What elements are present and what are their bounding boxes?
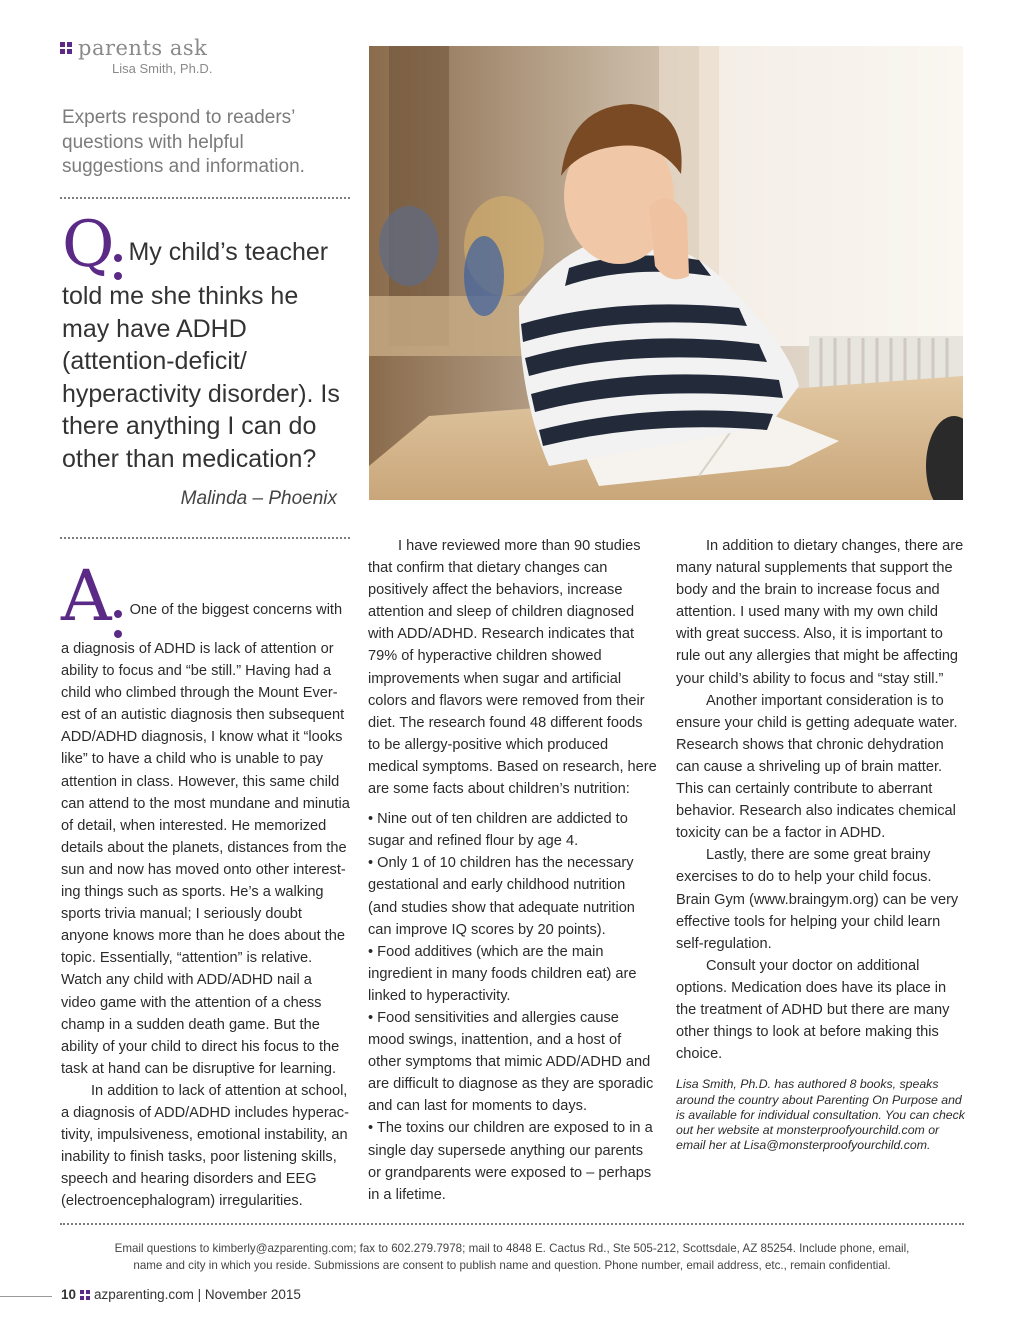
question-signoff: Malinda – Phoenix [180, 488, 337, 509]
answer-paragraph [61, 555, 350, 1080]
colon-icon [114, 254, 122, 280]
author-byline: Lisa Smith, Ph.D. [112, 61, 213, 76]
answer-column-2 [368, 535, 658, 1206]
site-issue: azparenting.com | November 2015 [94, 1287, 301, 1302]
brand-dots-icon [60, 42, 72, 54]
section-name: parents ask [78, 36, 208, 60]
divider [60, 197, 350, 199]
a-drop-letter: A [61, 555, 110, 637]
answer-text: One of the biggest concerns with a diagnosis of ADHD is lack of attention or ability to focus and “be still.” Having had a child who climbed through the Mount Everest of an autistic diagnosis then subsequent ADD/ADHD diagnosis, I know what it “looks like” to have a child who is unable to pay attention in class. However, this same child can attend to the most mundane and minutia of detail, when interested. He memorized details about the planets, distances from the sun and now has moved onto other interesting things such as sports. He’s a walking sports trivia manual; I seriously doubt anyone knows more than he does about the topic. Essentially, “attention” is relative. Watch any child with ADD/ADHD nail a video game with the attention of a chess champ in a sudden death game. But the ability of your child to direct his focus to the task at hand can be disruptive for learning. [61, 602, 350, 1077]
answer-paragraph: In addition to lack of attention at school, a diagnosis of ADD/ADHD includes hyperactivity, impulsiveness, emotional instability, an inability to finish tasks, poor listening skills, speech and hearing disorders and EEG (electroencephalogram) irregularities. [61, 1082, 349, 1210]
answer-paragraph: In addition to dietary changes, there are many natural supplements that support the body and the brain to increase focus and attention. I used many with my own child with great success. Also, it is important to rule out any allergies that might be affecting your child’s ability to focus and “stay still.” [676, 538, 964, 687]
answer-column-1 [61, 555, 350, 1212]
submission-note: Email questions to kimberly@azparenting.com; fax to 602.279.7978; mail to 4848 E. Cactus Rd., Ste 505-212, Scottsdale, AZ 85254. Include phone, email, name and city in which you reside. Submissions are consent to publish name and question. Phone number, email address, etc., remain confidential. [114, 1242, 910, 1272]
intro-text: Experts respond to readers’ questions with helpful suggestions and information. [62, 107, 305, 177]
colon-icon [114, 610, 122, 638]
brand-dots-icon [80, 1290, 90, 1300]
fact-bullet: • The toxins our children are exposed to in a single day supersede anything our parents or grandparents were exposed to – perhaps in a lifetime. [368, 1120, 653, 1203]
page-number: 10 [61, 1287, 77, 1302]
fact-bullet: • Nine out of ten children are addicted to sugar and refined flour by age 4. [368, 811, 628, 850]
fact-bullet: • Food sensitivities and allergies cause mood swings, inattention, and a host of other symptoms that mimic ADD/ADHD and are difficult to diagnose as they are sporadic and can last for moments to days. [368, 1009, 654, 1115]
fact-bullet: • Only 1 of 10 children has the necessary gestational and early childhood nutrition (and studies show that adequate nutrition can improve IQ scores by 20 points). [368, 855, 635, 938]
section-brand [60, 36, 207, 60]
divider [60, 1223, 964, 1225]
fact-bullet: • Food additives (which are the main ingredient in many foods children eat) are linked to hyperactivity. [368, 943, 637, 1004]
folio-rule [0, 1296, 52, 1297]
divider [60, 537, 350, 539]
q-drop-letter: Q [62, 208, 113, 282]
answer-paragraph: Another important consideration is to ensure your child is getting adequate water. Research shows that chronic dehydration can cause a shriveling up of brain matter. This can certainly contribute to aberrant behavior. Research also indicates chemical toxicity can be a factor in ADHD. [676, 692, 958, 842]
question-text: My child’s teacher told me she thinks he may have ADHD (attention-deficit/ hyperactivity disorder). Is there anything I can do other than medication? [62, 238, 340, 473]
answer-paragraph: Consult your doctor on additional options. Medication does have its place in the treatment of ADHD but there are many other things to look at before making this choice. [676, 957, 950, 1063]
author-bio: Lisa Smith, Ph.D. has authored 8 books, speaks around the country about Parenting On Purpose and is available for individual consultation. You can check out her website at monsterproofyourchild.com or email her at Lisa@monsterproofyourchild.com. [676, 1077, 965, 1153]
classroom-photo [369, 46, 963, 500]
question-block [62, 208, 352, 475]
answer-paragraph: Lastly, there are some great brainy exercises to do to help your child focus. Brain Gym (www.braingym.org) can be very effective tools for helping your child learn self-regulation. [676, 847, 959, 952]
answer-paragraph: I have reviewed more than 90 studies that confirm that dietary changes can positively affect the behaviors, increase attention and sleep of children diagnosed with ADD/ADHD. Research indicates that 79% of hyperactive children showed improvements when sugar and artificial colors and flavors were removed from their diet. The research found 48 different foods to be allergy-positive which produced medical symptoms. Based on research, here are some facts about children’s nutrition: [368, 538, 657, 798]
folio [61, 1287, 301, 1302]
answer-column-3 [676, 535, 966, 1154]
